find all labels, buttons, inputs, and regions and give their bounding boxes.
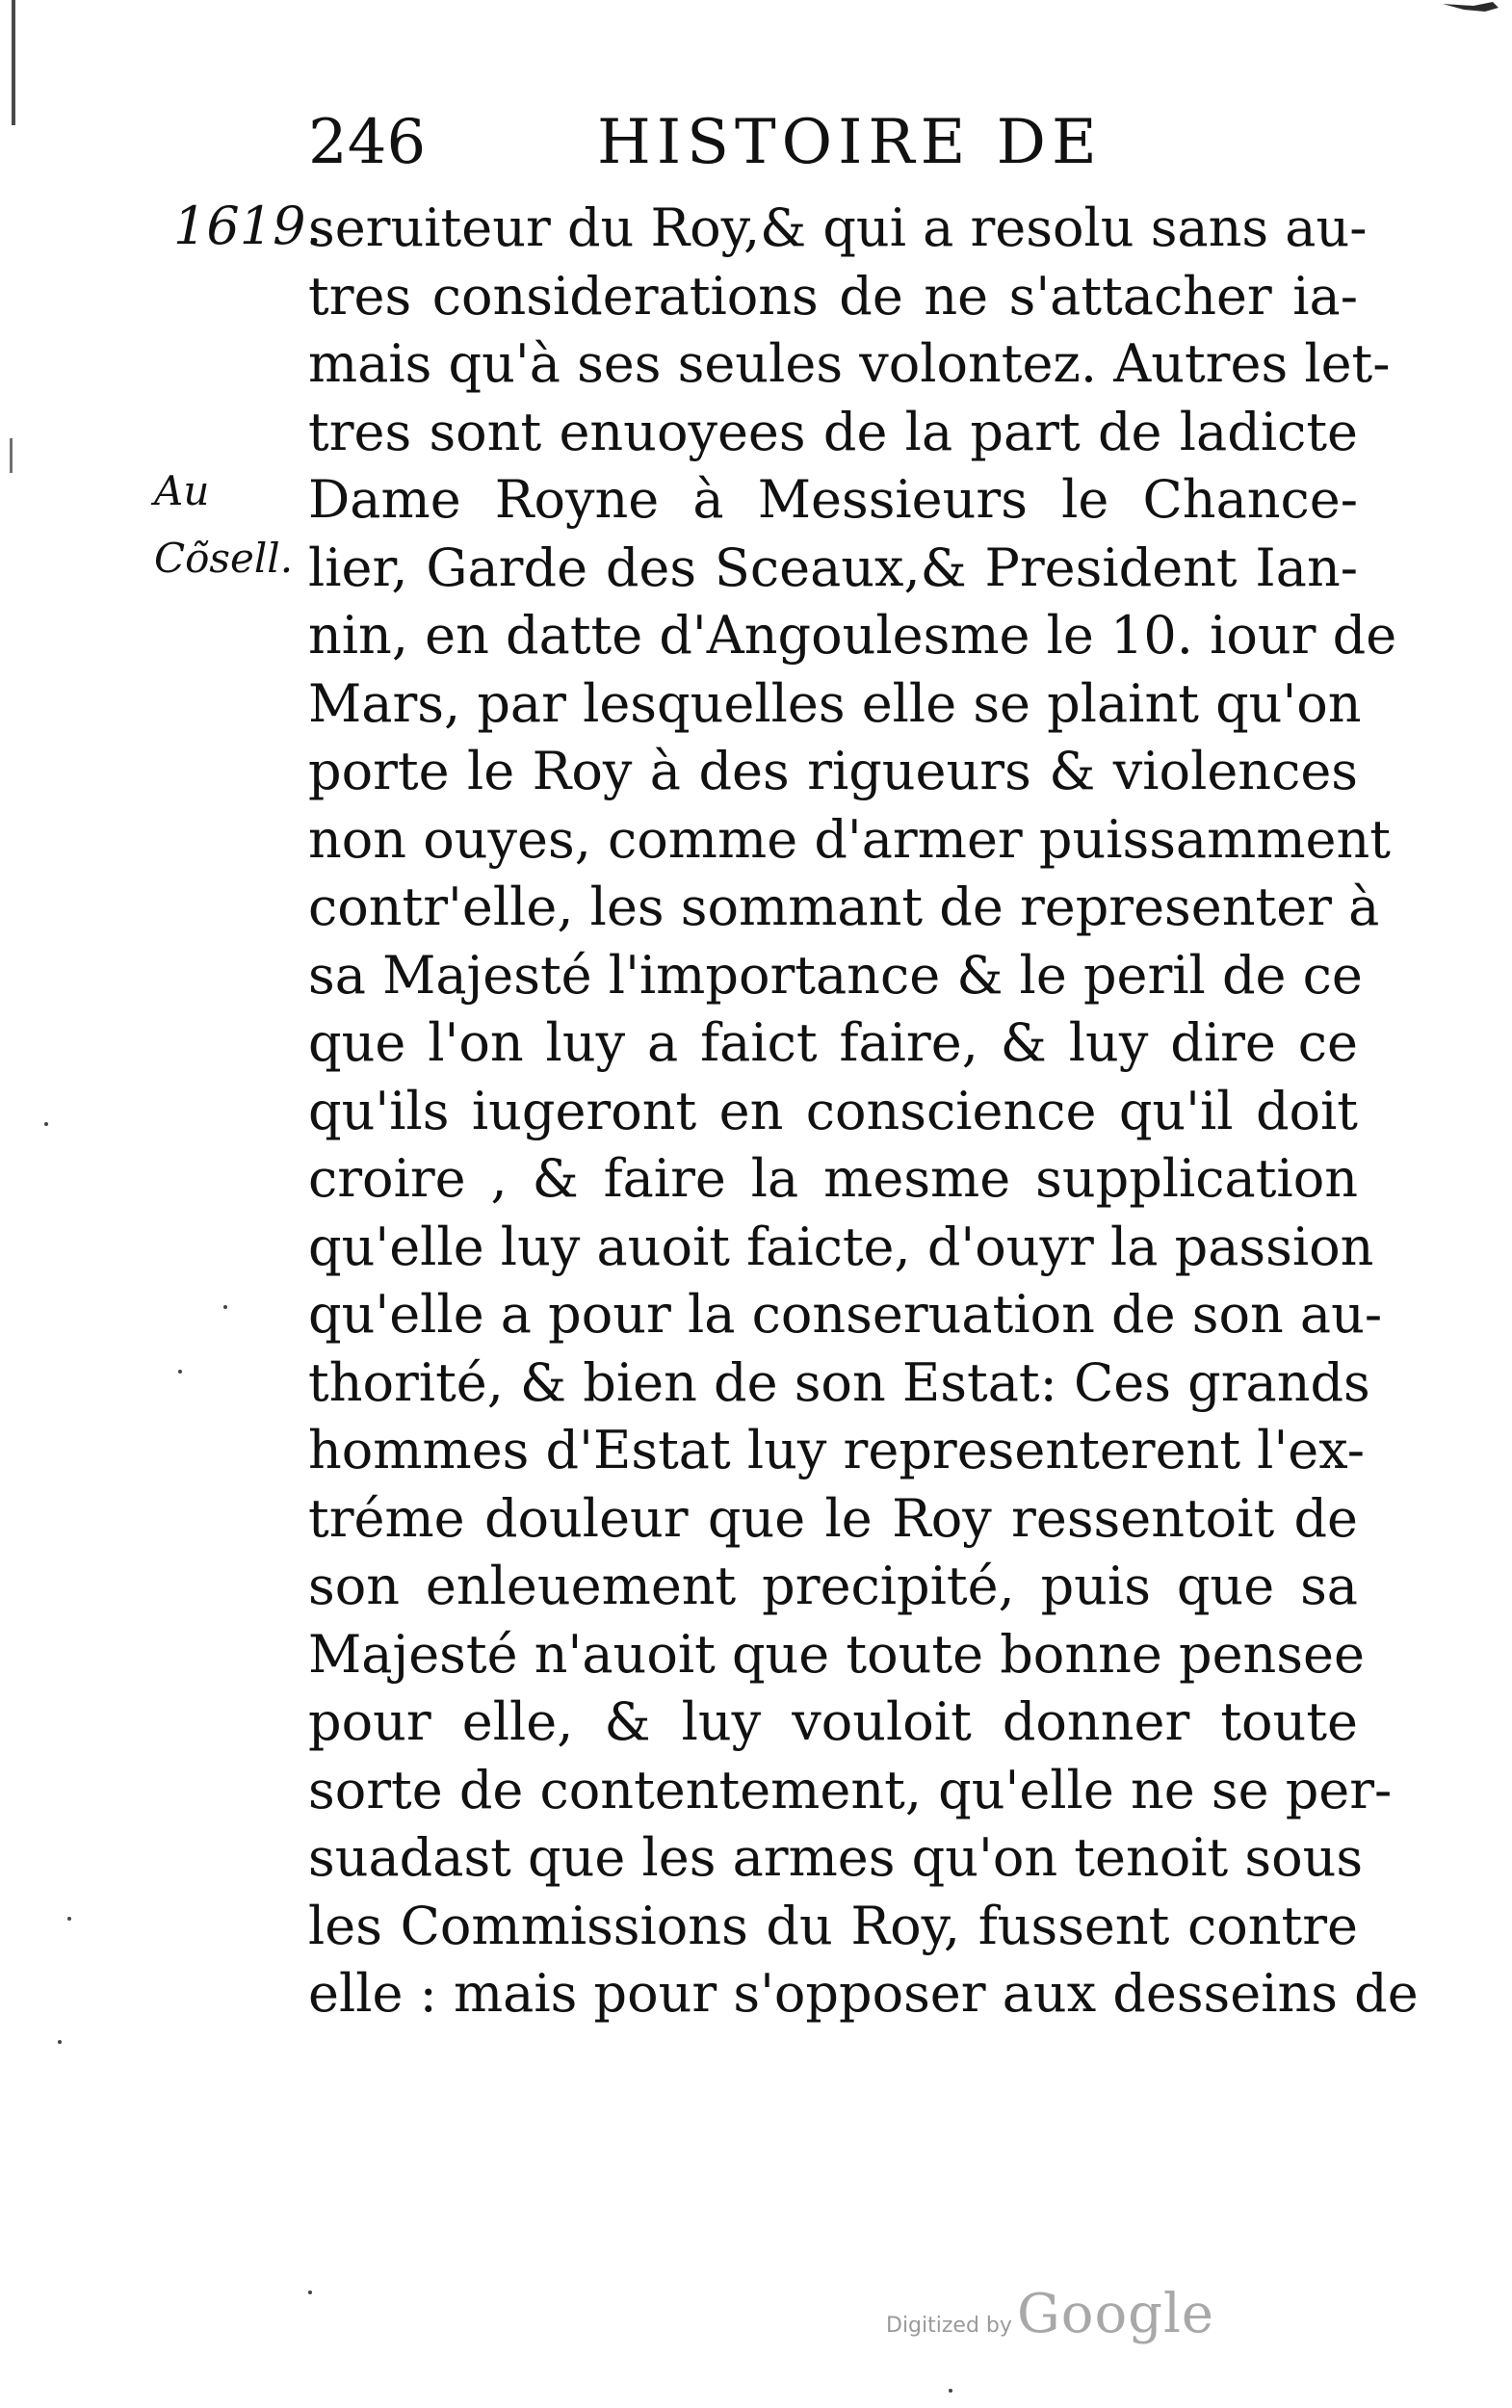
text-line: tres sont enuoyees de la part de ladicte [308,401,1358,462]
ink-speck [178,1370,182,1374]
binding-edge [12,0,15,125]
text-line: seruiteur du Roy,& qui a resolu sans au- [308,197,1368,258]
running-title: HISTOIRE DE [597,107,1103,178]
text-line: hommes d'Estat luy representerent l'ex- [308,1420,1366,1480]
corner-ink-mark [1435,0,1502,21]
text-line: non ouyes, comme d'armer puissamment [308,808,1391,870]
text-line: tréme douleur que le Roy ressentoit de [308,1487,1358,1549]
binding-edge-mark [10,438,13,473]
text-line: que l'on luy a faict faire, & luy dire ce [308,1012,1358,1073]
text-line: nin, en datte d'Angoulesme le 10. iour de [308,605,1397,666]
text-line: tres considerations de ne s'attacher ia- [308,265,1358,327]
text-line: porte le Roy à des rigueurs & violences [308,741,1358,801]
margin-note-line: Cõsell. [154,535,294,582]
text-line: Dame Royne à Messieurs le Chance- [308,469,1358,530]
page-header [308,104,1233,181]
text-line: son enleuement precipité, puis que sa [308,1556,1358,1616]
text-line: sorte de contentement, qu'elle ne se per- [308,1759,1393,1820]
text-line: mais qu'à ses seules volontez. Autres let- [308,333,1391,394]
text-line: Majesté n'auoit que toute bonne pensee [308,1623,1365,1685]
google-watermark [886,2283,1215,2350]
ink-speck [308,2290,312,2294]
ink-speck [67,1917,71,1921]
text-line: Mars, par lesquelles elle se plaint qu'on [308,672,1362,734]
ink-speck [223,1305,227,1309]
text-line: les Commissions du Roy, fussent contre [308,1895,1358,1956]
text-line: qu'elle a pour la conseruation de son au- [308,1284,1383,1345]
ink-speck [44,1122,48,1126]
text-line: suadast que les armes qu'on tenoit sous [308,1827,1364,1888]
text-line: elle : mais pour s'opposer aux desseins de [308,1963,1419,2024]
text-line: qu'ils iugeront en conscience qu'il doit [308,1080,1358,1141]
text-line: contr'elle, les sommant de representer à [308,877,1380,937]
ink-speck [58,2040,62,2044]
margin-note [154,458,299,592]
page-number: 246 [308,107,427,178]
margin-note-line: Au [154,467,210,514]
text-line: qu'elle luy auoit faicte, d'ouyr la passion [308,1216,1374,1277]
text-line: lier, Garde des Sceaux,& President Ian- [308,537,1358,598]
text-line: pour elle, & luy vouloit donner toute [308,1691,1358,1752]
margin-year: 1619. [173,196,323,256]
body-text [308,195,1419,2028]
google-logo: Google [1017,2283,1215,2345]
ink-speck [949,2389,952,2393]
text-line: thorité, & bien de son Estat: Ces grands [308,1351,1370,1413]
text-line: sa Majesté l'importance & le peril de ce [308,944,1363,1006]
text-line: croire , & faire la mesme supplication [308,1148,1358,1209]
watermark-small-text: Digitized by [886,2314,1012,2338]
